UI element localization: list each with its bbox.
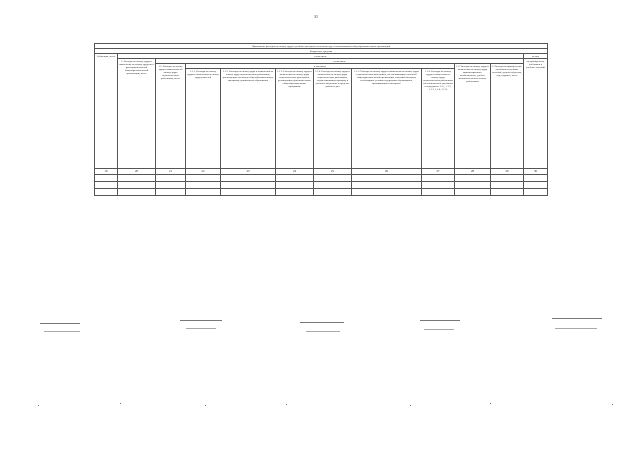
col-header-1-1-6: 1.1.6. Расходы на оплату труда и начисления на оплату труда педагогических работников (за исключением указанных в подпунктах 1.1.1, 1.1.2, 1.1.3, 1.1.4, 1.1.5) (422, 69, 455, 169)
column-number: 22 (186, 169, 221, 175)
header-of-which: из них (524, 54, 548, 59)
col-header-1-1-1: 1.1.1. Расходы на оплату труда и начисления на оплату труда учителей (186, 69, 221, 169)
header-including: в том числе (118, 54, 524, 59)
footer-dot (120, 403, 121, 404)
footer-mark (180, 320, 222, 321)
footer-mark (44, 331, 80, 332)
footer-mark (420, 320, 460, 321)
page-number: 31 (314, 14, 318, 19)
column-number: 27 (422, 169, 455, 175)
footer-mark (300, 322, 344, 323)
table-row (95, 175, 548, 182)
footer-mark (552, 318, 602, 319)
header-total: Субвенция, всего (95, 54, 118, 169)
footer-dot (490, 403, 491, 404)
table-title: Приложение расходов на оплату труда и учебных расходов в отчетном году с использованием общеобразовательных организаций (95, 44, 548, 49)
column-number: 29 (491, 169, 524, 175)
column-number: 30 (524, 169, 548, 175)
column-number: 20 (118, 169, 156, 175)
column-number: 19 (95, 169, 118, 175)
footer-dot (38, 405, 39, 406)
col-header-1-1-4: 1.1.4. Расходы на оплату труда и начисления на оплату труда педагогических работников, осуществляющих проверку в учебных заведениях в пределах рабочего дня (314, 69, 352, 169)
column-number: 23 (221, 169, 276, 175)
expenses-table (94, 43, 548, 196)
footer-mark (424, 329, 454, 330)
footer-mark (186, 328, 216, 329)
footer-dot (612, 404, 613, 405)
col-header-textbooks: на приобретение учебников и учебных пособий (524, 59, 548, 169)
column-number: 21 (156, 169, 186, 175)
table-row (95, 189, 548, 196)
col-header-1-1-2: 1.1.2. Расходы на оплату труда и начисления на оплату труда педагогических работников, реализующих основную общеобразовательную программу дошкольного образования (221, 69, 276, 169)
column-number: 25 (314, 169, 352, 175)
footer-dot (286, 404, 287, 405)
footer-mark (306, 331, 340, 332)
footer-dot (205, 405, 206, 406)
col-header-1-1-5: 1.1.5. Расходы на оплату труда и начисления на оплату труда педагогических работников, обеспечивающих в частной общеобразовательной организации, имеющей интернат, необходимые условия содержания обучающихся, проживающих в интернате (352, 69, 422, 169)
table-subtitle: Бюджетные средства (95, 49, 548, 54)
col-header-1-2: 1.2. Расходы на оплату труда и начисления на оплату труда административно-хозяйственных, учебно-вспомогательного и иных работников (455, 64, 491, 169)
column-number: 24 (276, 169, 314, 175)
footer-dot (410, 405, 411, 406)
col-header-1-1: 1.1. Расходы на оплату труда и начисления на оплату труда педагогических работников, всего (156, 64, 186, 169)
column-number: 28 (455, 169, 491, 175)
column-number: 26 (352, 169, 422, 175)
col-header-1-1-3: 1.1.3. Расходы на оплату труда и начисления на оплату труда педагогических работников, реализующих дополнительные общеобразовательные программы (276, 69, 314, 169)
col-header-2: 2. Расходы на приобретение учебников и учебных пособий, средств обучения, игр, игрушек, всего (491, 64, 524, 169)
footer-mark (40, 323, 80, 324)
col-header-1: 1. Расходы на оплату труда и начисления на оплату труда всех работников частной общеобразовательной организации, всего (118, 59, 156, 169)
sub-label-in-that-number: в том числе (156, 59, 524, 64)
sub-label-in-that-number-2: в том числе (186, 64, 455, 69)
table-row (95, 182, 548, 189)
footer-mark (555, 328, 597, 329)
